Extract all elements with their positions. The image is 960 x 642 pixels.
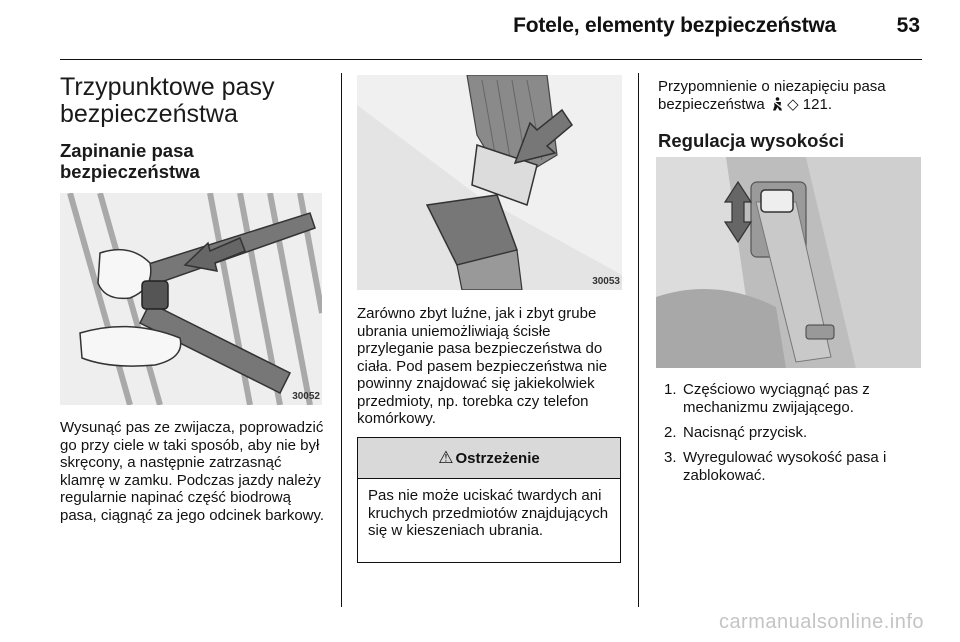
reminder-text: Przypomnienie o niezapięciu pasa bezpieczeństwa xyxy=(658,78,886,113)
list-item xyxy=(658,449,913,485)
warning-text: Pas nie może uciskać twardych ani kruchych przedmiotów znajdujących się w kieszeniach ubrania. xyxy=(368,487,609,539)
step-number: 2. xyxy=(664,424,677,441)
step-number: 3. xyxy=(664,449,677,466)
list-item xyxy=(658,381,913,417)
figure-number: 30053 xyxy=(592,276,620,287)
step-number: 1. xyxy=(664,381,677,398)
illustration-fastening-belt xyxy=(60,193,322,405)
running-header-title: Fotele, elementy bezpieczeństwa xyxy=(513,14,836,37)
subsection-heading: Zapinanie pasa bezpieczeństwa xyxy=(60,140,200,182)
reminder-paragraph xyxy=(658,78,920,113)
page-reference[interactable]: 121. xyxy=(802,95,832,113)
warning-header xyxy=(358,438,620,479)
step-text: Nacisnąć przycisk. xyxy=(683,424,808,441)
step-text: Wyregulować wysokość pasa i zablokować. xyxy=(683,449,887,484)
illustration-height-adjustment xyxy=(656,157,921,368)
body-paragraph-clothing: Zarówno zbyt luźne, jak i zbyt grube ubrania uniemożliwiają ścisłe przyleganie pasa bezpieczeństwa do ciała. Pod pasem bezpieczeństwa nie powinny znajdować się jakiekolwiek przedmioty, np. torebka czy telefon komórkowy. xyxy=(357,305,608,427)
page-number: 53 xyxy=(896,14,920,37)
column-divider-right xyxy=(638,73,639,607)
step-text: Częściowo wyciągnąć pas z mechanizmu zwijającego. xyxy=(683,381,870,416)
adjustment-steps-list xyxy=(658,381,913,492)
warning-triangle-icon: ⚠ xyxy=(438,448,454,467)
watermark: carmanualsonline.info xyxy=(718,611,924,633)
column-divider-left xyxy=(341,73,342,607)
list-item xyxy=(658,424,913,442)
section-heading: Trzypunktowe pasy bezpieczeństwa xyxy=(60,73,275,128)
height-adjustment-drawing xyxy=(656,157,921,368)
header-rule xyxy=(60,59,922,60)
seatbelt-icon xyxy=(772,97,783,111)
illustration-buckle xyxy=(357,75,622,290)
subsection-heading-height: Regulacja wysokości xyxy=(658,130,845,151)
warning-box xyxy=(357,437,621,563)
body-paragraph-fastening: Wysunąć pas ze zwijacza, poprowadzić go przy ciele w taki sposób, aby nie był skręcony, a następnie zatrzasnąć klamrę w zamku. Podczas jazdy należy regularnie napinać część biodrową pasa, ciągnąć za jego odcinek barkowy. xyxy=(60,419,325,524)
warning-title: Ostrzeżenie xyxy=(455,449,540,467)
fastening-belt-drawing xyxy=(60,193,322,405)
buckle-drawing xyxy=(357,75,622,290)
page-reference-symbol: ◇ xyxy=(787,95,799,113)
figure-number: 30052 xyxy=(292,391,320,402)
